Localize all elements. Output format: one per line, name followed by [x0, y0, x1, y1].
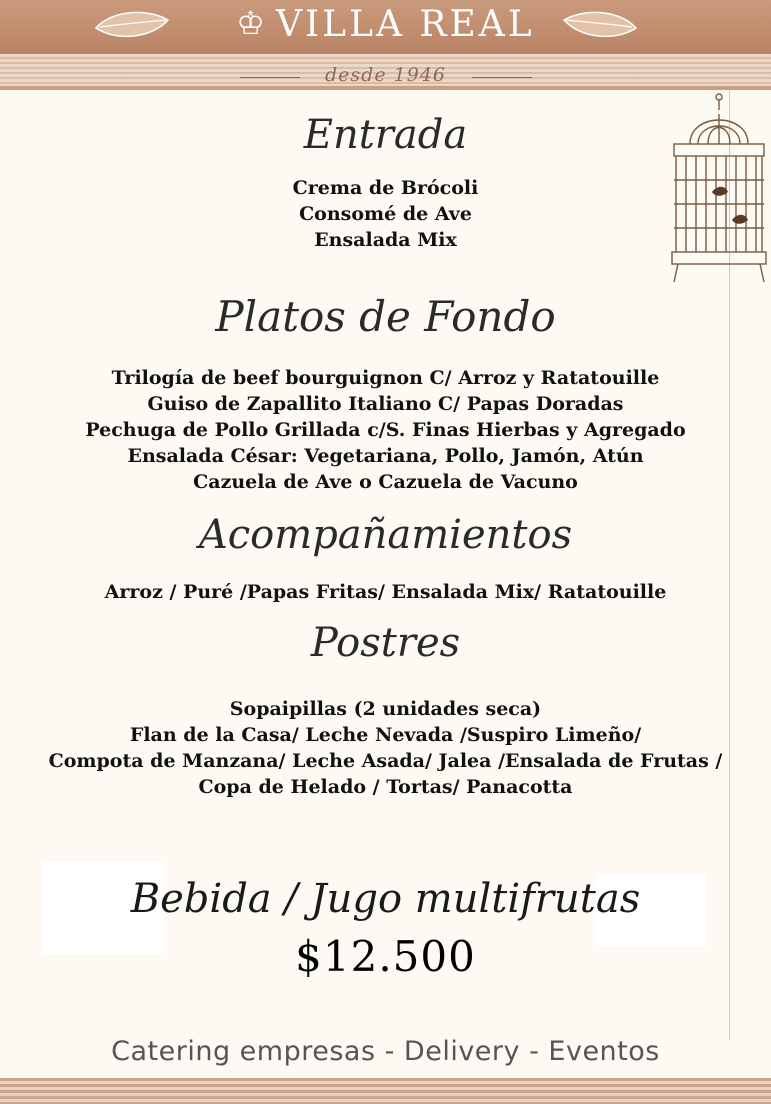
list-item: Copa de Helado / Tortas/ Panacotta — [198, 776, 573, 798]
platos-list — [0, 365, 771, 495]
list-item: Sopaipillas (2 unidades seca) — [229, 698, 542, 720]
brand-title — [0, 4, 771, 45]
list-item: Cazuela de Ave o Cazuela de Vacuno — [193, 471, 578, 493]
section-title-postres: Postres — [310, 620, 461, 666]
postres-list — [0, 696, 771, 800]
price: $12.500 — [295, 932, 476, 981]
list-item: Trilogía de beef bourguignon C/ Arroz y Ratatouille — [111, 367, 660, 389]
section-title-entrada: Entrada — [303, 112, 468, 158]
list-item: Ensalada Mix — [314, 229, 457, 251]
drink-label: Bebida / Jugo multifrutas — [130, 876, 641, 922]
list-item: Guiso de Zapallito Italiano C/ Papas Doradas — [147, 393, 624, 415]
since-label: desde 1946 — [325, 64, 446, 86]
header-divider — [0, 86, 771, 90]
section-title-platos: Platos de Fondo — [215, 292, 556, 341]
section-title-acompanamientos: Acompañamientos — [198, 512, 573, 558]
acompanamientos-list — [0, 579, 771, 605]
list-item: Pechuga de Pollo Grillada c/S. Finas Hierbas y Agregado — [85, 419, 686, 441]
list-item: Compota de Manzana/ Leche Asada/ Jalea /Ensalada de Frutas / — [48, 750, 723, 772]
list-item: Ensalada César: Vegetariana, Pollo, Jamón, Atún — [127, 445, 644, 467]
list-item: Crema de Brócoli — [292, 177, 479, 199]
footer-band — [0, 1078, 771, 1104]
list-item: Flan de la Casa/ Leche Nevada /Suspiro Limeño/ — [129, 724, 642, 746]
entrada-list — [0, 175, 771, 253]
crown-icon: ♔ — [236, 4, 268, 42]
list-item: Arroz / Puré /Papas Fritas/ Ensalada Mix/ Ratatouille — [104, 581, 667, 603]
footer-services: Catering empresas - Delivery - Eventos — [111, 1036, 660, 1067]
list-item: Consomé de Ave — [299, 203, 472, 225]
brand-name: VILLA REAL — [275, 4, 535, 45]
